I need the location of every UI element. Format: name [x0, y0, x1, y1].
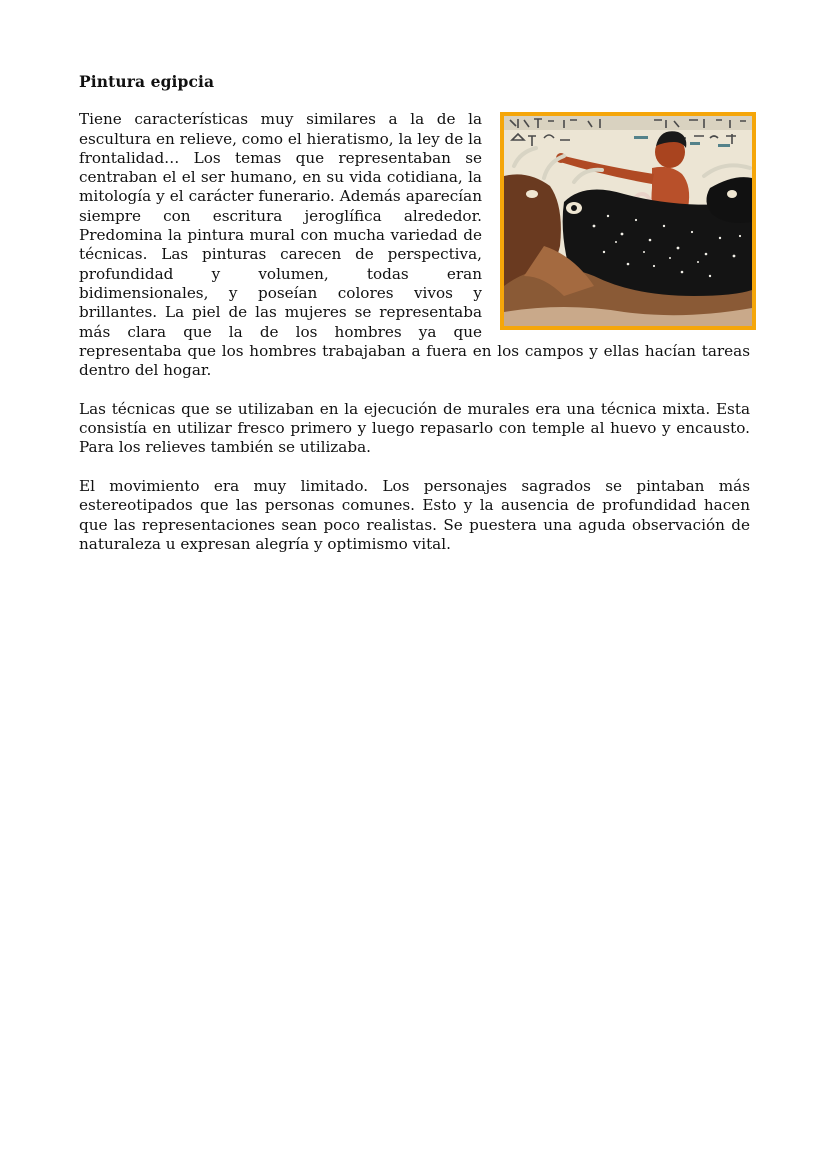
paragraph-3: El movimiento era muy limitado. Los personajes sagrados se pintaban más estereotipados que las personas comunes. Esto y la ausencia de profundidad hacen que las representaciones sean poco realistas. Se puestera una aguda observación de naturaleza u expresan alegría y optimismo vital.	[79, 476, 750, 553]
paragraph-2: Las técnicas que se utilizaban en la ejecución de murales era una técnica mixta. Esta consistía en utilizar fresco primero y luego repasarlo con temple al huevo y encausto. Para los relieves también se utilizaba.	[79, 399, 750, 457]
document-title: Pintura egipcia	[79, 72, 215, 91]
egyptian-mural-image	[500, 112, 756, 330]
document-page	[79, 72, 750, 573]
paragraph-1: Tiene características muy similares a la de la escultura en relieve, como el hieratismo, la ley de la frontalidad… Los temas que representaban se centraban el el ser humano, en su vida cotidiana, la mitología y el carácter funerario. Además aparecían siempre con escritura jeroglífica alrededor. Predomina la pintura mural con mucha variedad de técnicas. Las pinturas carecen de perspectiva, profundidad y volumen, todas eran bidimensionales, y poseían colores vivos y brillantes. La piel de las mujeres se representaba más clara que la de los hombres ya que representaba que los hombres trabajaban a fuera en los campos y ellas hacían tareas dentro del hogar.	[79, 110, 750, 380]
mural-illustration	[504, 116, 752, 326]
